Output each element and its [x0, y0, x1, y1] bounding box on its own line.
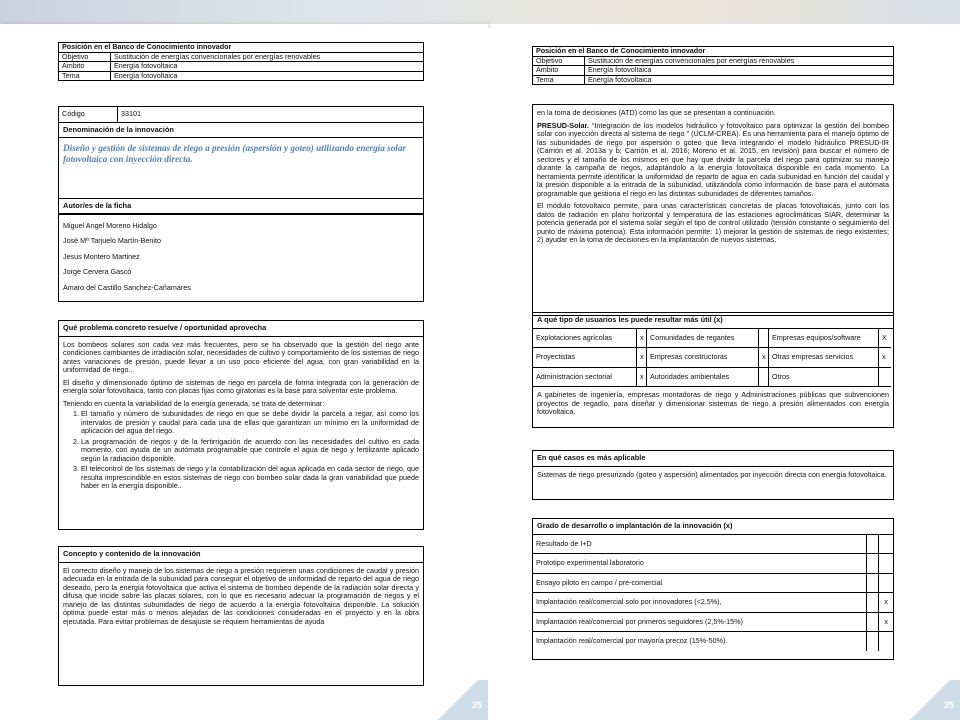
position-table: [58, 42, 424, 81]
user-mark: x: [637, 348, 647, 368]
cases-label: En qué casos es más aplicable: [533, 451, 893, 467]
page-number: 25: [471, 700, 482, 710]
page-number-corner: [900, 680, 960, 720]
problem-paragraph: El diseño y dimensionado óptimo de sistemas de riego en parcela de forma integrada con la generación de energía solar fotovoltaica, tanto con placas fijas como giratorias es la base para solventar este problema.: [63, 377, 419, 395]
presud-paragraph: [537, 122, 889, 199]
user-type: Otros: [769, 368, 879, 388]
users-box: [532, 312, 894, 428]
position-value: Energía fotovoltaica: [588, 65, 652, 75]
position-value: Energía fotovoltaica: [588, 74, 652, 84]
user-mark: X: [879, 329, 891, 349]
user-mark: x: [637, 368, 647, 388]
problem-box: [58, 320, 424, 530]
user-mark: [759, 329, 769, 349]
development-level: Implantación real/comercial solo por innovadores (<2,5%),: [533, 593, 867, 612]
user-type: Otras empresas servicios: [769, 348, 879, 368]
position-value: Energía fotovoltaica: [114, 70, 178, 80]
author-name: Jorge Cervera Gascó: [63, 267, 132, 276]
concept-box: [58, 546, 424, 686]
position-label: Ambito: [533, 66, 585, 75]
problem-list-item: 3. El telecontrol de los sistemas de riego y la contabilización del agua aplicada en cada sector de riego, que resulta imprescindible en estos sistemas de riego con bombeo solar dada la gran variabilidad que puede haber en la energía disponible..: [81, 465, 419, 491]
position-label: Tema: [59, 72, 111, 81]
development-mark: x: [884, 616, 888, 626]
development-label: Grado de desarrollo o implantación de la innovación (x): [537, 521, 733, 530]
problem-paragraph: Teniendo en cuenta la variabilidad de la energía generada, se trata de determinar:: [63, 398, 325, 408]
user-type: Administración sectorial: [533, 368, 637, 388]
problem-paragraph: Los bombeos solares son cada vez más frecuentes, pero se ha observado que la gestión del riego ante condiciones cambiantes de irradiación solar, necesidades de cultivo y comportamiento de los sistemas de riego antes variaciones de presión, puede llevar a un uso poco eficiente del agua, con gran variabilidad en la uniformidad de riego..: [63, 339, 419, 374]
authors-label: Autor/es de la ficha: [59, 199, 423, 215]
user-type: Autoridades ambientales: [647, 368, 759, 388]
author-name: Miguel Angel Moreno Hidalgo: [63, 220, 157, 230]
page-number-corner: [428, 680, 488, 720]
authors-box: [58, 198, 424, 302]
problem-list-item: 1. El tamaño y número de subunidades de riego en que se debe dividir la parcela a regar, así como los intervalos de presión y caudal para cada una de ellas que garantizan un mínimo en la uniformidad de aplicación del agua del riego.: [81, 410, 419, 436]
development-level: Ensayo piloto en campo / pre-comercial: [533, 574, 867, 593]
development-level: Prototipo experimental laboratorio: [533, 554, 867, 573]
user-type: Empresas equipos/software: [769, 329, 879, 349]
user-mark: [759, 368, 769, 388]
users-note: A gabinetes de ingeniería, empresas montadoras de riego y Administraciones públicas que subvencionen proyectos de regadío, para diseñar y dimensionar sistemas de riego a presión alimentados con energía fotovoltaica.: [537, 390, 889, 416]
position-table-title: Posición en el Banco de Conocimiento innovador: [536, 46, 706, 55]
denominacion-label: Denominación de la innovación: [59, 123, 423, 139]
codigo-label: Código: [59, 107, 118, 122]
module-paragraph: El módulo fotovoltaico permite, para unas características concretas de placas fotovoltaicas, junto con los datos de radiación en plano horizontal y temperatura de las estaciones agroclimáticas SIAR, determinar la potencia generada por el sistema solar según el tipo de control utilizado (tensión constante o seguimiento del punto de máxima potencia). Esta información permite: 1) mejorar la gestión de sistemas de riego existentes; 2) ayudar en la toma de decisiones en la implantación de nuevos sistemas.: [537, 201, 889, 244]
development-level: Implantación real/comercial por mayoría precoz (15%-50%).: [533, 632, 867, 651]
users-grid: [533, 329, 893, 388]
user-mark: x: [759, 348, 769, 368]
problem-list: [63, 410, 419, 491]
user-type: Comunidades de regantes: [647, 329, 759, 349]
presud-text: “Integración de los modelos hidráulico y fotovoltaico para optimizar la gestión del bombeo solar con inyección directa al sistema de riego ” (UCLM-CREA). Es una herramienta para el manejo óptimo de las subunidades de riego por aspersión o goteo que lleva integrando el modelo hidráulico PRESUD-IR (Carrión et al. 2013a y b; Carrión et al. 2016; Moreno et al. 2015, en revisión) para buscar el número de sectores y el tamaño de los mismos en que hay que dividir la parcela del riego para optimizar su manejo durante la campaña de riegos, adaptándolo a la energía fotovoltaica disponible en cada momento. La herramienta permite identificar la uniformidad de reparto de agua en cada subunidad en función del caudal y la presión disponible a la entrada de la subunidad, utilizándola como información de base para el autómata programable que gestiona el riego en las distintas subunidades de diferentes tamaños.: [537, 120, 889, 198]
innovation-title: Diseño y gestión de sistemas de riego a presión (aspersión y goteo) utilizando energía solar fotovoltaica con inyección directa.: [63, 143, 407, 164]
development-mark: [879, 574, 893, 593]
cases-text: Sistemas de riego presurizado (goteo y aspersión) alimentados por inyección directa con energía fotovoltaica.: [537, 469, 887, 479]
position-table: [532, 46, 894, 85]
development-box: [532, 518, 894, 660]
tool-description-box: [532, 104, 894, 316]
user-mark: x: [879, 348, 891, 368]
user-mark: [879, 368, 891, 388]
development-mark: x: [884, 597, 888, 606]
user-type: Proyectistas: [533, 348, 637, 368]
position-label: Objetivo: [533, 57, 585, 66]
position-value: Energía fotovoltaica: [114, 61, 178, 71]
user-mark: x: [637, 329, 647, 349]
continuation-text: en la toma de decisiones (ATD) como las que se presentan a continuación.: [537, 108, 776, 117]
position-value: Sustitución de energías convencionales por energías renovables: [588, 55, 795, 65]
position-value: Sustitución de energías convencionales por energías renovables: [114, 51, 321, 61]
development-mark: [879, 632, 893, 651]
background-band: [0, 0, 960, 24]
presud-title: PRESUD-Solar.: [537, 120, 589, 130]
problem-label: Qué problema concreto resuelve / oportunidad aprovecha: [59, 321, 423, 337]
codigo-value: 33101: [121, 109, 141, 118]
development-level: Implantación real/comercial por primeros seguidores (2,5%-15%): [533, 613, 867, 632]
page-number: 25: [943, 700, 954, 710]
development-level: Resultado de I+D: [533, 535, 867, 554]
position-table-title: Posición en el Banco de Conocimiento innovador: [62, 42, 232, 51]
position-label: Objetivo: [59, 53, 111, 62]
development-mark: [879, 535, 893, 554]
concept-text: El correcto diseño y manejo de los sistemas de riego a presión requieren unas condiciones de caudal y presión adecuada en la entrada de la subunidad para conseguir el objetivo de uniformidad de reparto del agua de riego deseado, pero la energía fotovoltaica que activa el sistema de bombeo depende de la radiación solar directa y difusa que incide sobre las placas solares, con lo que es necesario adecuar la programación de riegos y el manejo de las distintas subunidades de riego de acuerdo a la energía fotovoltaica disponible. La solución óptima puede estar más o menos alejadas de las condiciones consideradas en el proyecto y en la obra ejecutada. Para evitar problemas de desajuste se réquiem herramientas de ayuda: [63, 565, 419, 626]
concept-label: Concepto y contenido de la innovación: [59, 547, 423, 563]
users-label: A qué tipo de usuarios les puede resultar más útil (x): [533, 313, 893, 329]
problem-list-item: 2. La programación de riegos y de la fertirrigación de acuerdo con las necesidades del cultivo en cada momento, con ayuda de un autómata programable que controle el agua de riego y fertilizante aplicado según la radiación disponible.: [81, 438, 419, 464]
author-name: José Mª Tarjuelo Martín-Benito: [63, 236, 162, 245]
cases-box: [532, 450, 894, 500]
development-mark: [879, 554, 893, 573]
user-type: Empresas constructoras: [647, 348, 759, 368]
document-page-left: [0, 24, 488, 720]
document-page-right: [488, 28, 960, 720]
user-type: Explotaciones agrícolas: [533, 329, 637, 349]
author-name: Jesus Montero Martinez: [63, 251, 140, 261]
author-name: Amaro del Castillo Sanchez-Cañamares: [63, 282, 191, 292]
position-label: Ambito: [59, 62, 111, 71]
position-label: Tema: [533, 76, 585, 85]
